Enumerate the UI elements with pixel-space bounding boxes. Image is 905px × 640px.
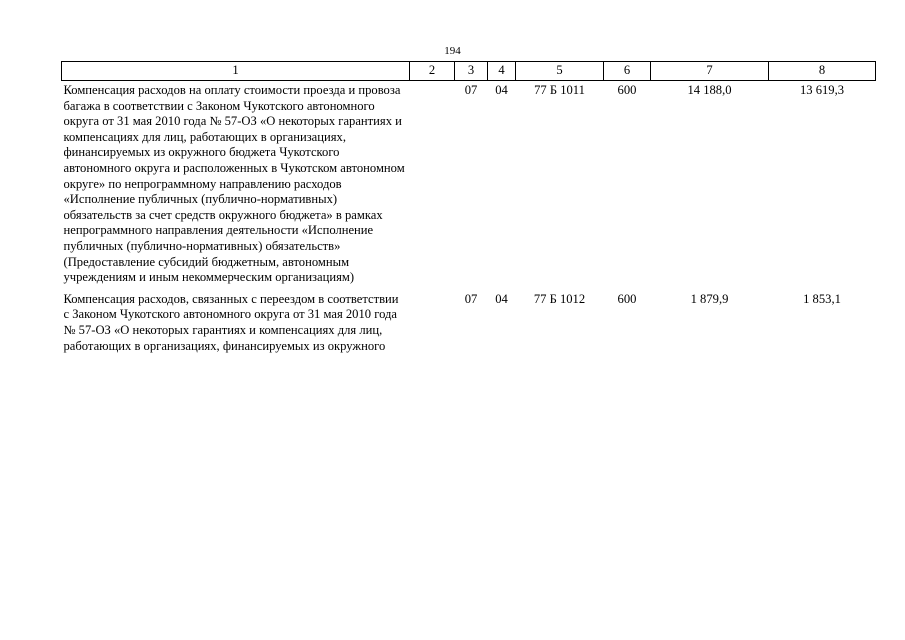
row-amount-executed: 1 853,1 <box>803 291 841 306</box>
budget-table <box>61 61 876 354</box>
row-expense-type: 600 <box>617 83 637 97</box>
header-col-2: 2 <box>410 62 455 81</box>
row-subsection: 04 <box>495 83 508 97</box>
header-row <box>62 62 876 81</box>
table-row <box>62 81 876 286</box>
row-subsection: 04 <box>495 291 508 306</box>
row-description: Компенсация расходов на оплату стоимости проезда и провоза багажа в соответствии с Законом Чукотского автономного округа от 31 мая 2010 года № 57-ОЗ «О некоторых гарантиях и компенсациях для лиц, работающих в организациях, финансируемых из окружного бюджета Чукотского автономного округа и расположенных в Чукотском автономном округе» по непрограммному направлению расходов «Исполнение публичных (публично-нормативных) обязательств за счет средств окружного бюджета» в рамках непрограммного направления деятельности «Исполнение публичных (публично-нормативных) обязательств» (Предоставление субсидий бюджетным, автономным учреждениям и иным некоммерческим организациям) <box>63 83 405 285</box>
row-description: Компенсация расходов, связанных с переездом в соответствии с Законом Чукотского автономного округа от 31 мая 2010 года № 57-ОЗ «О некоторых гарантиях и компенсациях для лиц, работающих в организациях, финансируемых из окружного <box>63 291 399 353</box>
header-col-7: 7 <box>651 62 769 81</box>
row-amount-planned: 14 188,0 <box>687 83 732 97</box>
page-number: 194 <box>444 45 461 57</box>
row-amount-executed: 13 619,3 <box>799 83 845 97</box>
row-amount-planned: 1 879,9 <box>690 291 729 306</box>
row-col-2 <box>410 81 455 286</box>
header-col-8: 8 <box>769 62 876 81</box>
row-section: 07 <box>464 291 478 306</box>
row-expense-type: 600 <box>617 291 637 306</box>
row-section: 07 <box>464 83 478 97</box>
row-target-article: 77 Б 1012 <box>533 291 586 306</box>
table-row <box>62 286 876 354</box>
header-col-1: 1 <box>62 62 410 81</box>
header-col-6: 6 <box>604 62 651 81</box>
header-col-4: 4 <box>488 62 516 81</box>
row-target-article: 77 Б 1011 <box>534 83 585 97</box>
header-col-3: 3 <box>455 62 488 81</box>
row-col-2 <box>410 286 455 354</box>
header-col-5: 5 <box>516 62 604 81</box>
